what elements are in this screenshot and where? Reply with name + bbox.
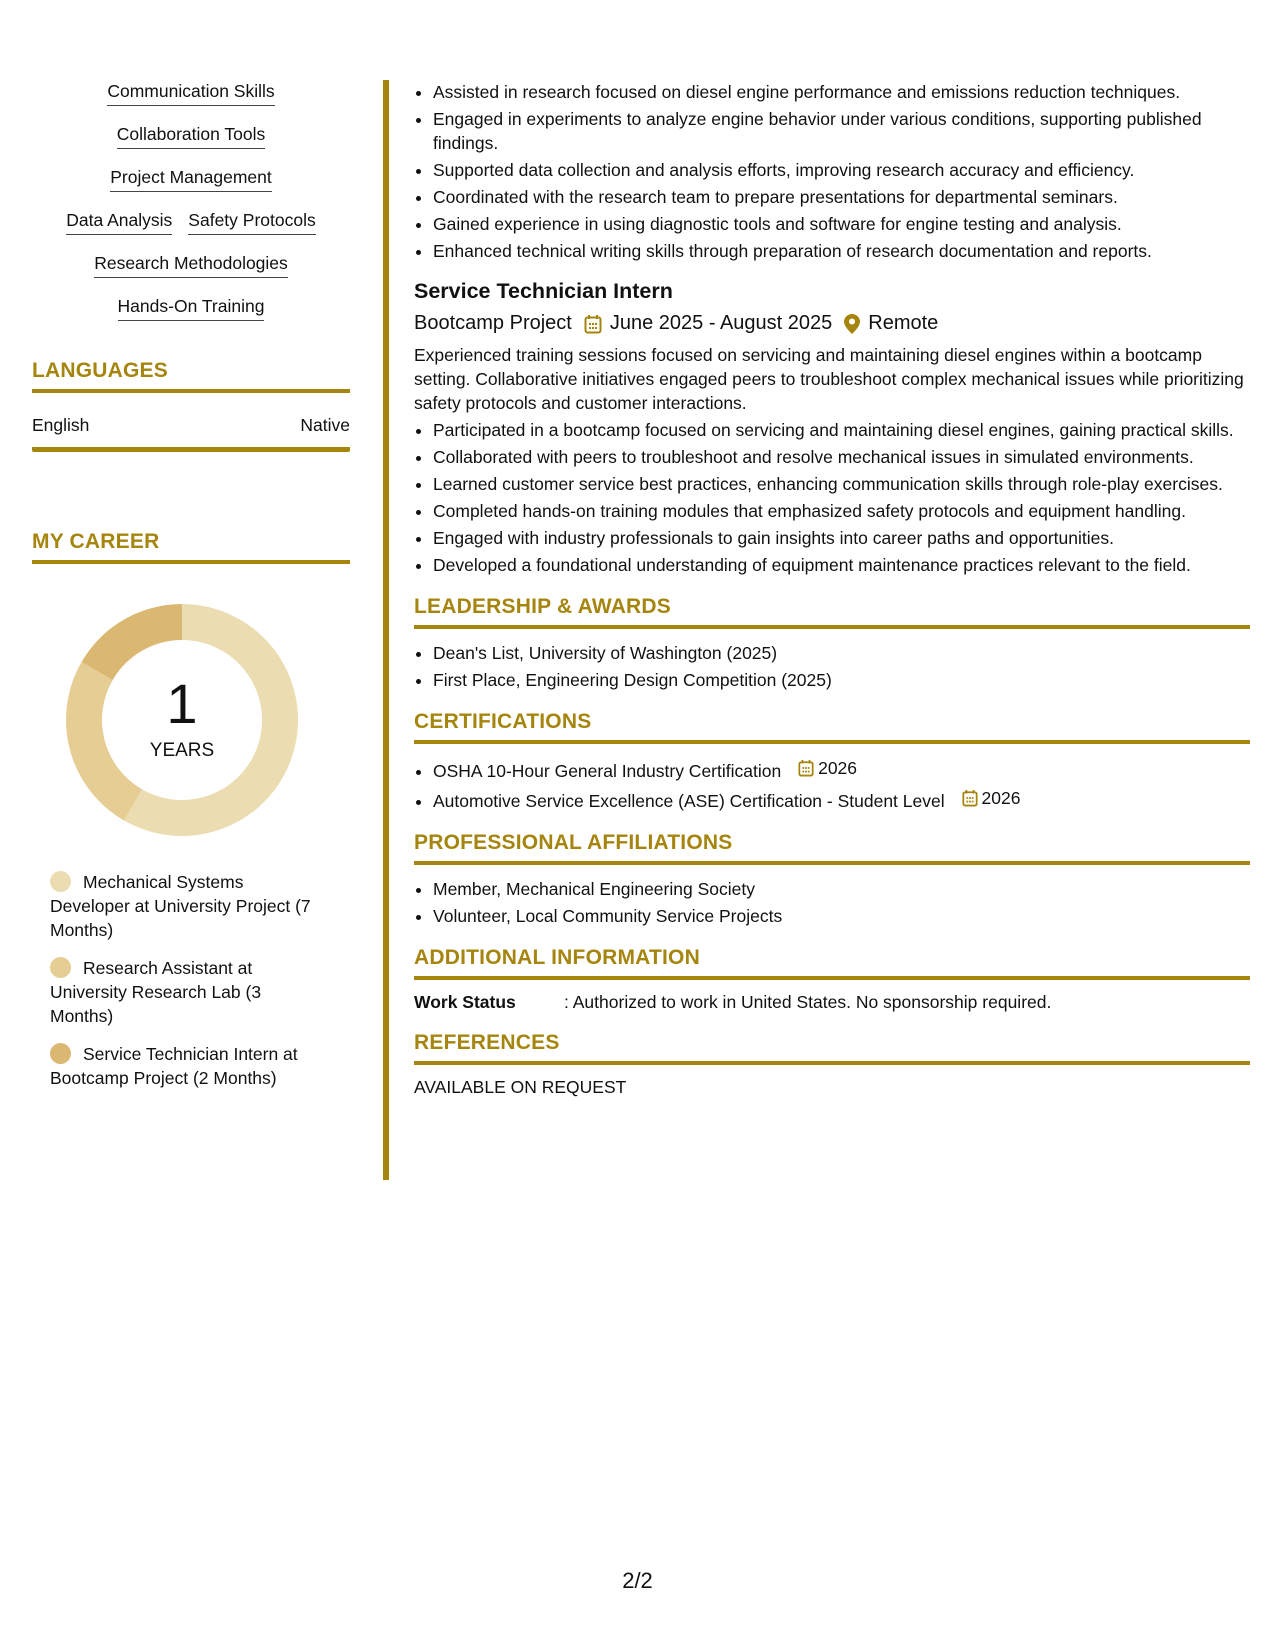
skill-tag: Collaboration Tools (117, 123, 266, 149)
bullet-item: • Coordinated with the research team to prepare presentations for departmental seminars. (433, 185, 1250, 209)
affiliation-item: • Member, Mechanical Engineering Society (433, 877, 1250, 901)
legend-item (50, 870, 320, 942)
legend-dot (50, 871, 71, 892)
language-name: English (32, 415, 90, 435)
work-status-row (414, 992, 1250, 1013)
career-total: 1 (166, 672, 198, 735)
language-level: Native (300, 415, 350, 435)
awards-heading: LEADERSHIP & AWARDS (414, 595, 1250, 629)
certification-name: OSHA 10-Hour General Industry Certification (433, 761, 782, 781)
legend-label: Mechanical Systems Developer at University Project (7 Months) (50, 872, 311, 940)
job-title: Service Technician Intern (414, 279, 673, 303)
legend-dot (50, 1043, 71, 1064)
references-text: AVAILABLE ON REQUEST (414, 1077, 627, 1097)
languages-heading: LANGUAGES (32, 359, 350, 393)
page-number: 2/2 (622, 1568, 653, 1593)
legend-label: Research Assistant at University Research Lab (3 Months) (50, 958, 262, 1026)
references-heading: REFERENCES (414, 1031, 1250, 1065)
column-divider (383, 80, 389, 1180)
additional-info-heading: ADDITIONAL INFORMATION (414, 946, 1250, 980)
legend-dot (50, 957, 71, 978)
affiliations-heading: PROFESSIONAL AFFILIATIONS (414, 831, 1250, 865)
right-column (414, 80, 1250, 1098)
bullet-item: • Learned customer service best practices, enhancing communication skills through role-play exercises. (433, 472, 1250, 496)
bullet-item: • Collaborated with peers to troubleshoot and resolve mechanical issues in simulated environments. (433, 445, 1250, 469)
certifications-list (414, 756, 1250, 813)
job-meta (414, 312, 1250, 335)
legend-label: Service Technician Intern at Bootcamp Project (2 Months) (50, 1044, 298, 1088)
prev-job-bullets (414, 80, 1250, 263)
bullet-item: • Participated in a bootcamp focused on servicing and maintaining diesel engines, gaining practical skills. (433, 418, 1250, 442)
job-description: Experienced training sessions focused on servicing and maintaining diesel engines within a bootcamp setting. Collaborative initiatives engaged peers to troubleshoot complex mechanical issues while prioritizing safety protocols and customer interactions. (414, 345, 1244, 413)
certification-year: 2026 (818, 758, 858, 778)
award-item: • First Place, Engineering Design Competition (2025) (433, 668, 1250, 692)
bullet-item: • Gained experience in using diagnostic tools and software for engine testing and analysis. (433, 212, 1250, 236)
career-unit: YEARS (149, 740, 215, 761)
skill-tag: Communication Skills (107, 80, 274, 106)
skill-tag: Safety Protocols (188, 209, 315, 235)
certifications-heading: CERTIFICATIONS (414, 710, 1250, 744)
work-status-label: Work Status (414, 992, 516, 1012)
affiliation-item: • Volunteer, Local Community Service Projects (433, 904, 1250, 928)
calendar-icon (962, 789, 978, 807)
job-dates: June 2025 - August 2025 (609, 312, 833, 334)
certification-item (433, 786, 1250, 813)
skill-tag: Project Management (110, 166, 271, 192)
career-legend (50, 870, 320, 1090)
skill-tag: Research Methodologies (94, 252, 288, 278)
job-bullets (414, 418, 1250, 577)
work-status-value: : Authorized to work in United States. No sponsorship required. (564, 992, 1052, 1012)
donut-center (66, 604, 298, 836)
calendar-icon (798, 759, 814, 777)
language-row (32, 415, 350, 452)
bullet-item: • Supported data collection and analysis efforts, improving research accuracy and efficiency. (433, 158, 1250, 182)
calendar-icon (584, 314, 602, 334)
bullet-item: • Assisted in research focused on diesel engine performance and emissions reduction techniques. (433, 80, 1250, 104)
legend-item (50, 956, 320, 1028)
bullet-item: • Completed hands-on training modules that emphasized safety protocols and equipment handling. (433, 499, 1250, 523)
career-donut-chart (66, 604, 298, 836)
certification-year: 2026 (981, 788, 1021, 808)
bullet-item: • Engaged with industry professionals to gain insights into career paths and opportunities. (433, 526, 1250, 550)
bullet-item: • Developed a foundational understanding of equipment maintenance practices relevant to the field. (433, 553, 1250, 577)
skill-tag: Data Analysis (66, 209, 172, 235)
affiliations-list (414, 877, 1250, 928)
certification-date (962, 786, 1021, 810)
legend-item (50, 1042, 320, 1090)
award-item: • Dean's List, University of Washington (2025) (433, 641, 1250, 665)
skills-list (32, 80, 350, 321)
left-column (32, 80, 350, 1104)
bullet-item: • Engaged in experiments to analyze engine behavior under various conditions, supporting published findings. (433, 107, 1250, 155)
awards-list (414, 641, 1250, 692)
certification-date (798, 756, 857, 780)
location-pin-icon (844, 314, 860, 334)
certification-name: Automotive Service Excellence (ASE) Certification - Student Level (433, 791, 945, 811)
career-heading: MY CAREER (32, 530, 350, 564)
job-location: Remote (868, 312, 939, 334)
job-company: Bootcamp Project (414, 312, 572, 334)
skill-tag: Hands-On Training (118, 295, 265, 321)
certification-item (433, 756, 1250, 783)
bullet-item: • Enhanced technical writing skills through preparation of research documentation and reports. (433, 239, 1250, 263)
